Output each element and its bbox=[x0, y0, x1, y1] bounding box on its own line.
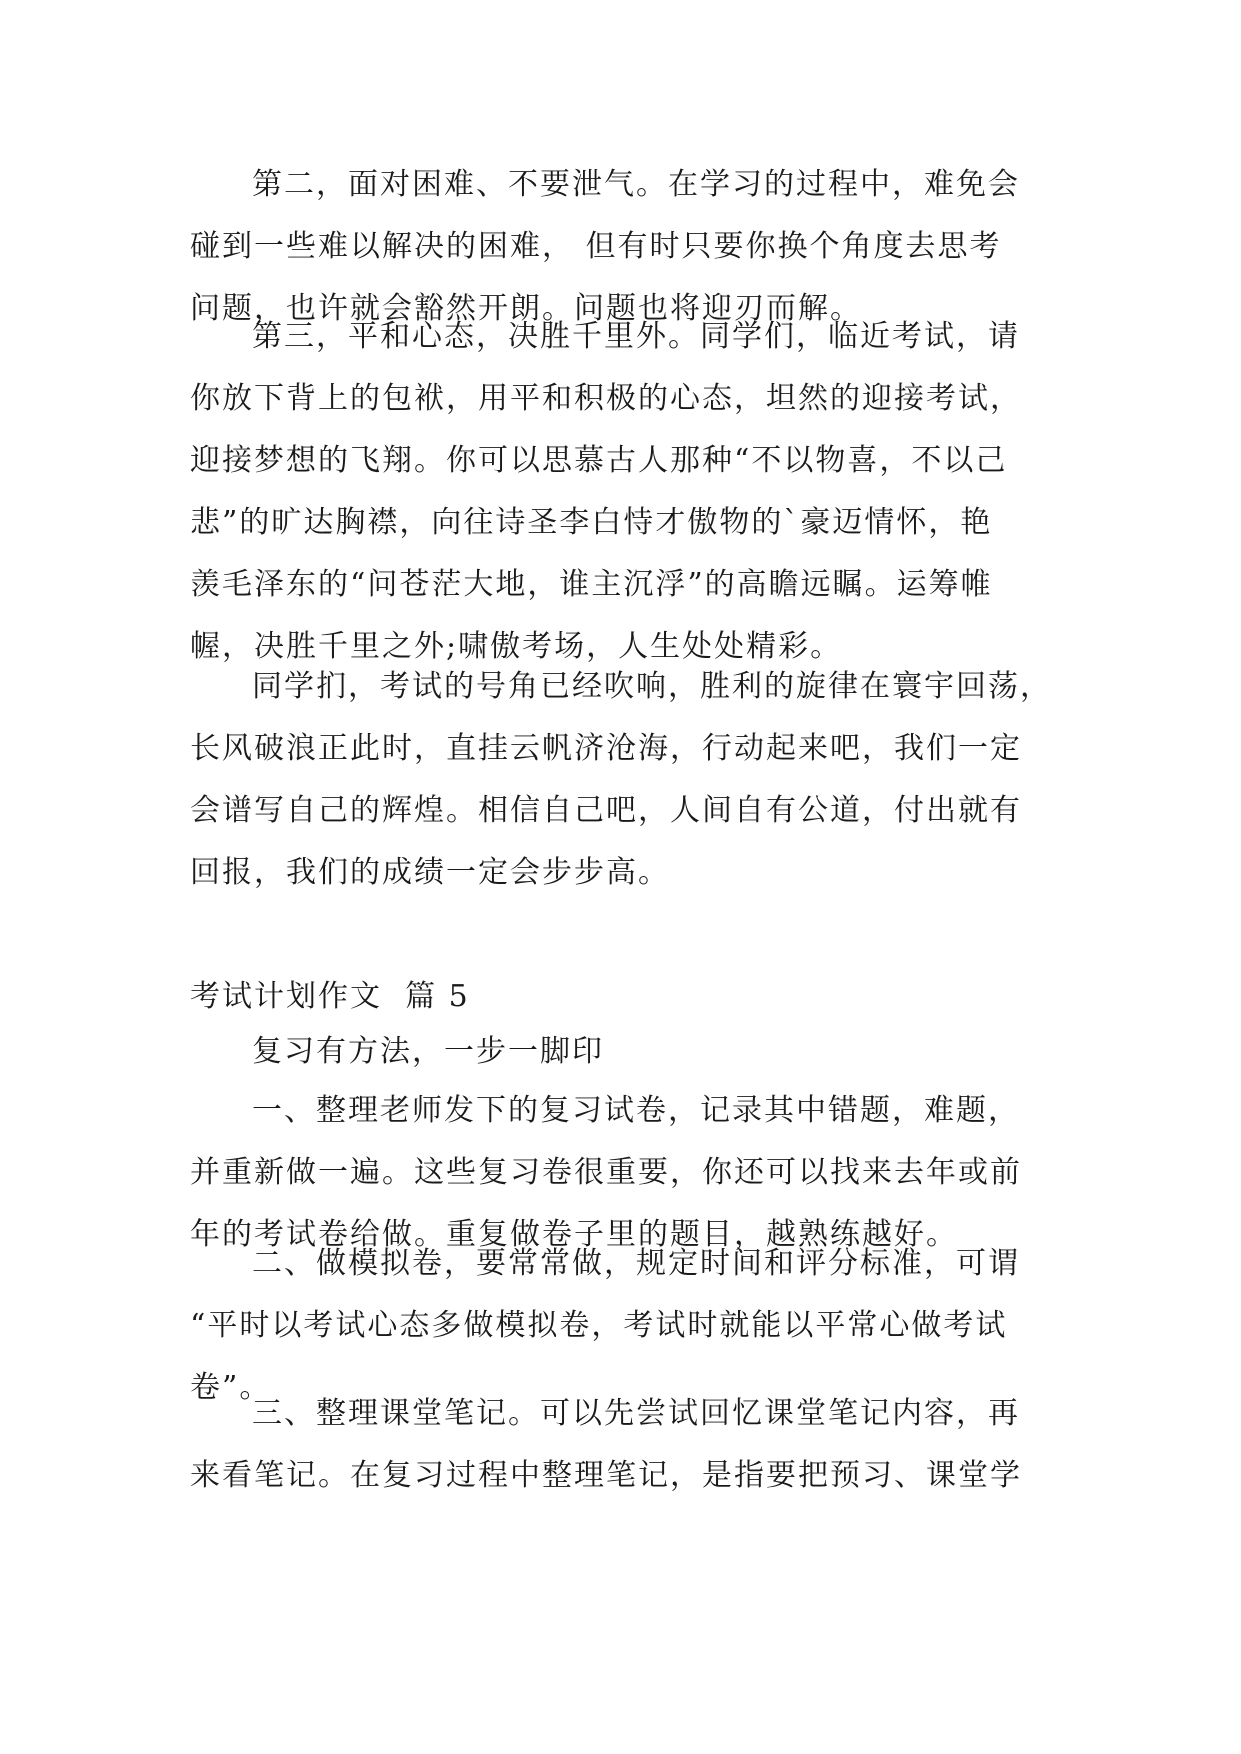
paragraph-class-notes bbox=[190, 1383, 1050, 1507]
subtitle bbox=[190, 1021, 1050, 1083]
text-line: “平时以考试心态多做模拟卷，考试时就能以平常心做考试 bbox=[190, 1308, 1008, 1343]
text-line: 回报，我们的成绩一定会步步高。 bbox=[190, 855, 670, 890]
subtitle-text: 复习有方法，一步一脚印 bbox=[252, 1034, 604, 1069]
paragraph-exam-horn bbox=[190, 656, 1050, 904]
text-line: 幄，决胜千里之外;啸傲考场，人生处处精彩。 bbox=[190, 629, 843, 664]
text-line: 羡毛泽东的“问苍茫大地，谁主沉浮”的高瞻远瞩。运筹帷 bbox=[190, 567, 993, 602]
text-line: 二、做模拟卷，要常常做，规定时间和评分标准，可谓 bbox=[252, 1246, 1020, 1281]
text-line: 一、整理老师发下的复习试卷，记录其中错题，难题， bbox=[252, 1093, 1020, 1128]
text-line: 第二，面对困难、不要泄气。在学习的过程中，难免会 bbox=[252, 167, 1020, 202]
text-line: 三、整理课堂笔记。可以先尝试回忆课堂笔记内容，再 bbox=[252, 1396, 1020, 1431]
section-heading bbox=[190, 966, 1050, 1028]
text-line: 年的考试卷给做。重复做卷子里的题目，越熟练越好。 bbox=[190, 1217, 958, 1252]
text-line: 同学扪，考试的号角已经吹响，胜利的旋律在寰宇回荡， bbox=[252, 669, 1052, 704]
text-line: 第三，平和心态，决胜千里外。同学们，临近考试，请 bbox=[252, 319, 1020, 354]
text-line: 迎接梦想的飞翔。你可以思慕古人那种“不以物喜，不以己 bbox=[190, 443, 1008, 478]
text-line: 问题，也许就会豁然开朗。问题也将迎刃而解。 bbox=[190, 291, 862, 326]
text-line: 悲”的旷达胸襟，向往诗圣李白恃才傲物的`豪迈情怀，艳 bbox=[190, 505, 993, 540]
text-line: 来看笔记。在复习过程中整理笔记，是指要把预习、课堂学 bbox=[190, 1458, 1022, 1493]
text-line: 碰到一些难以解决的困难， 但有时只要你换个角度去思考 bbox=[190, 229, 1002, 264]
text-line: 会谱写自己的辉煌。相信自己吧，人间自有公道，付出就有 bbox=[190, 793, 1022, 828]
heading-text: 考试计划作文 篇 5 bbox=[190, 979, 470, 1014]
text-line: 卷”。 bbox=[190, 1370, 272, 1405]
text-line: 长风破浪正此时，直挂云帆济沧海，行动起来吧，我们一定 bbox=[190, 731, 1022, 766]
text-line: 并重新做一遍。这些复习卷很重要，你还可以找来去年或前 bbox=[190, 1155, 1022, 1190]
paragraph-calm-mind bbox=[190, 306, 1050, 678]
text-line: 你放下背上的包袱，用平和积极的心态，坦然的迎接考试， bbox=[190, 381, 1022, 416]
